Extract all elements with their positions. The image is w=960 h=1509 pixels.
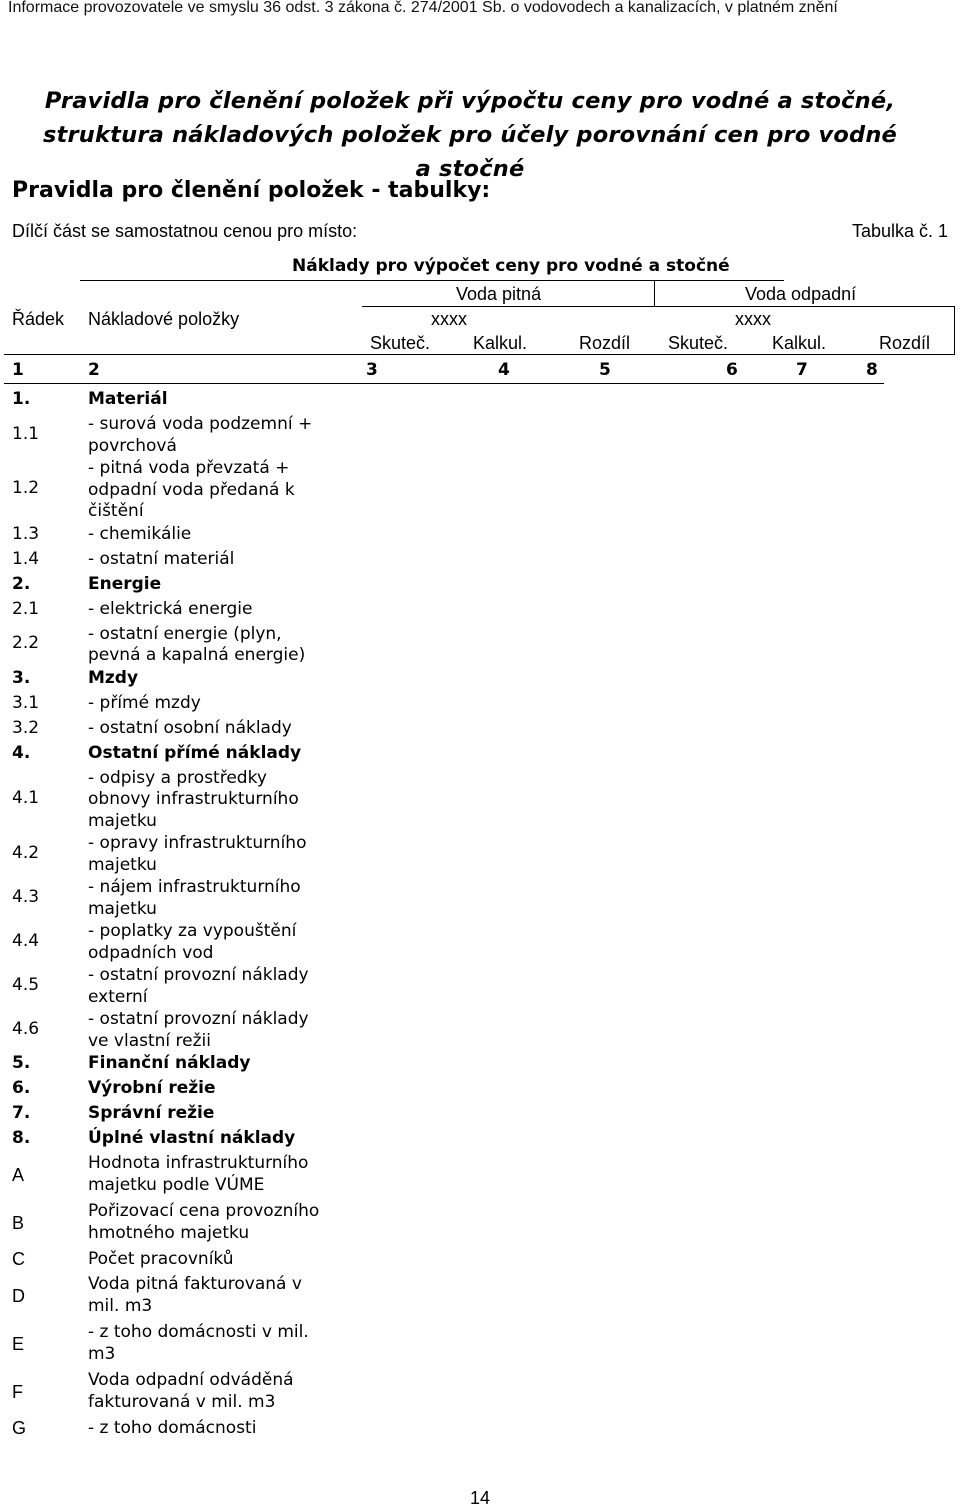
row-label: - ostatní materiál bbox=[88, 548, 235, 569]
column-number: 2 bbox=[88, 360, 100, 380]
row-label: pevná a kapalná energie) bbox=[88, 645, 306, 665]
row-number: 1.2 bbox=[12, 478, 40, 499]
column-number: 4 bbox=[498, 360, 510, 380]
rule bbox=[954, 306, 955, 355]
rule bbox=[362, 306, 954, 307]
row-label: Pořizovací cena provozního bbox=[88, 1201, 320, 1221]
row-label: - odpisy a prostředky bbox=[88, 767, 267, 788]
row-label: Ostatní přímé náklady bbox=[88, 742, 302, 763]
row-number: 3.2 bbox=[12, 717, 40, 738]
title-line: Pravidla pro členění položek při výpočtu ceny pro vodné a stočné, bbox=[44, 88, 896, 114]
row-label: - z toho domácnosti v mil. bbox=[88, 1322, 309, 1342]
section-subtitle: Pravidla pro členění položek - tabulky: bbox=[12, 178, 491, 203]
page-header bbox=[0, 0, 960, 22]
table-number: Tabulka č. 1 bbox=[851, 221, 948, 241]
row-label: odpadní voda předaná k bbox=[88, 479, 295, 500]
document-title bbox=[20, 84, 920, 186]
row-number: 1.3 bbox=[12, 523, 40, 544]
header-voda-pitna: Voda pitná bbox=[456, 284, 542, 304]
row-label: majetku bbox=[88, 810, 157, 831]
row-number: 4. bbox=[12, 742, 31, 763]
row-label: odpadních vod bbox=[88, 942, 214, 963]
row-label: - pitná voda převzatá + bbox=[88, 458, 290, 478]
header-skutec-2: Skuteč. bbox=[668, 333, 729, 353]
header-radek: Řádek bbox=[12, 309, 65, 329]
header-text: Informace provozovatele ve smyslu 36 odst. 3 zákona č. 274/2001 Sb. o vodovodech a kanalizacích, v platném znění bbox=[8, 0, 838, 16]
row-number: 3.1 bbox=[12, 692, 40, 713]
row-label: Energie bbox=[88, 573, 162, 594]
row-number: C bbox=[12, 1249, 25, 1269]
rule bbox=[654, 281, 655, 307]
row-number: F bbox=[12, 1381, 23, 1402]
dilci-cast-label: Dílčí část se samostatnou cenou pro místo: bbox=[12, 221, 358, 241]
header-kalkul-2: Kalkul. bbox=[772, 333, 827, 353]
row-label: - surová voda podzemní + bbox=[88, 414, 313, 434]
header-xxxx-pitna: xxxx bbox=[431, 309, 467, 329]
row-label: Voda pitná fakturovaná v bbox=[88, 1274, 302, 1294]
row-number: 1.4 bbox=[12, 548, 40, 569]
header-main: Náklady pro výpočet ceny pro vodné a stočné bbox=[292, 256, 730, 276]
header-nakladove-polozky: Nákladové položky bbox=[88, 309, 240, 329]
column-number: 8 bbox=[866, 360, 878, 380]
row-number: 4.1 bbox=[12, 787, 40, 808]
title-line: struktura nákladových položek pro účely porovnání cen pro vodné bbox=[42, 122, 898, 148]
row-label: majetku bbox=[88, 854, 157, 875]
row-label: Výrobní režie bbox=[88, 1078, 216, 1098]
column-number: 5 bbox=[599, 360, 611, 380]
row-number: 6. bbox=[12, 1078, 31, 1098]
row-number: 1. bbox=[12, 389, 31, 409]
row-label: m3 bbox=[88, 1343, 116, 1364]
row-number: 7. bbox=[12, 1103, 31, 1123]
row-label: hmotného majetku bbox=[88, 1222, 250, 1243]
header-rozdil-2: Rozdíl bbox=[879, 333, 931, 353]
row-label: majetku podle VÚME bbox=[88, 1174, 265, 1195]
row-label: externí bbox=[88, 986, 148, 1007]
row-label: - ostatní provozní náklady bbox=[88, 1009, 309, 1029]
row-label: - ostatní osobní náklady bbox=[88, 717, 292, 738]
row-label: čištění bbox=[88, 501, 144, 521]
row-number: 2.1 bbox=[12, 598, 40, 619]
row-label: - ostatní energie (plyn, bbox=[88, 623, 282, 644]
row-label: Hodnota infrastrukturního bbox=[88, 1153, 309, 1173]
rule bbox=[4, 383, 884, 384]
row-number: 5. bbox=[12, 1053, 31, 1073]
row-label: - z toho domácnosti bbox=[88, 1418, 257, 1438]
header-xxxx-odpadni: xxxx bbox=[735, 309, 771, 329]
row-number: B bbox=[12, 1212, 25, 1233]
row-number: E bbox=[12, 1333, 25, 1354]
row-label: - přímé mzdy bbox=[88, 692, 201, 713]
row-number: A bbox=[12, 1164, 25, 1185]
row-label: mil. m3 bbox=[88, 1295, 153, 1316]
row-label: fakturovaná v mil. m3 bbox=[88, 1391, 276, 1412]
row-number: 2. bbox=[12, 573, 31, 594]
row-label: Počet pracovníků bbox=[88, 1249, 234, 1269]
row-label: - chemikálie bbox=[88, 523, 192, 544]
header-rozdil-1: Rozdíl bbox=[579, 333, 631, 353]
row-number: 4.6 bbox=[12, 1018, 40, 1039]
header-kalkul-1: Kalkul. bbox=[473, 333, 528, 353]
row-number: 4.5 bbox=[12, 974, 40, 995]
row-label: Finanční náklady bbox=[88, 1053, 251, 1073]
row-label: Mzdy bbox=[88, 667, 139, 688]
row-label: ve vlastní režii bbox=[88, 1030, 211, 1051]
row-label: povrchová bbox=[88, 435, 177, 456]
row-label: - poplatky za vypouštění bbox=[88, 921, 297, 941]
row-label: - ostatní provozní náklady bbox=[88, 965, 309, 985]
row-label: - opravy infrastrukturního bbox=[88, 833, 307, 853]
row-number: 4.4 bbox=[12, 930, 40, 951]
row-number: 4.3 bbox=[12, 886, 40, 907]
row-number: D bbox=[12, 1285, 25, 1306]
page-number: 14 bbox=[469, 1488, 491, 1508]
row-number: 8. bbox=[12, 1128, 31, 1148]
row-label: majetku bbox=[88, 898, 157, 919]
row-number: G bbox=[12, 1418, 27, 1438]
row-label: - elektrická energie bbox=[88, 598, 253, 619]
row-number: 3. bbox=[12, 667, 31, 688]
column-number: 1 bbox=[12, 360, 24, 380]
header-skutec-1: Skuteč. bbox=[370, 333, 431, 353]
column-number: 7 bbox=[796, 360, 808, 380]
row-number: 1.1 bbox=[12, 423, 40, 444]
title-line: a stočné bbox=[415, 156, 525, 182]
row-label: Správní režie bbox=[88, 1103, 215, 1123]
row-label: Voda odpadní odváděná bbox=[88, 1370, 294, 1390]
row-label: obnovy infrastrukturního bbox=[88, 789, 299, 809]
column-number: 6 bbox=[726, 360, 738, 380]
header-voda-odpadni: Voda odpadní bbox=[745, 284, 857, 304]
column-number: 3 bbox=[366, 360, 378, 380]
row-label: Úplné vlastní náklady bbox=[88, 1128, 296, 1148]
rule bbox=[80, 280, 784, 281]
row-label: Materiál bbox=[88, 389, 168, 409]
rule bbox=[4, 354, 954, 355]
row-number: 4.2 bbox=[12, 842, 40, 863]
row-label: - nájem infrastrukturního bbox=[88, 877, 301, 897]
row-number: 2.2 bbox=[12, 633, 40, 653]
